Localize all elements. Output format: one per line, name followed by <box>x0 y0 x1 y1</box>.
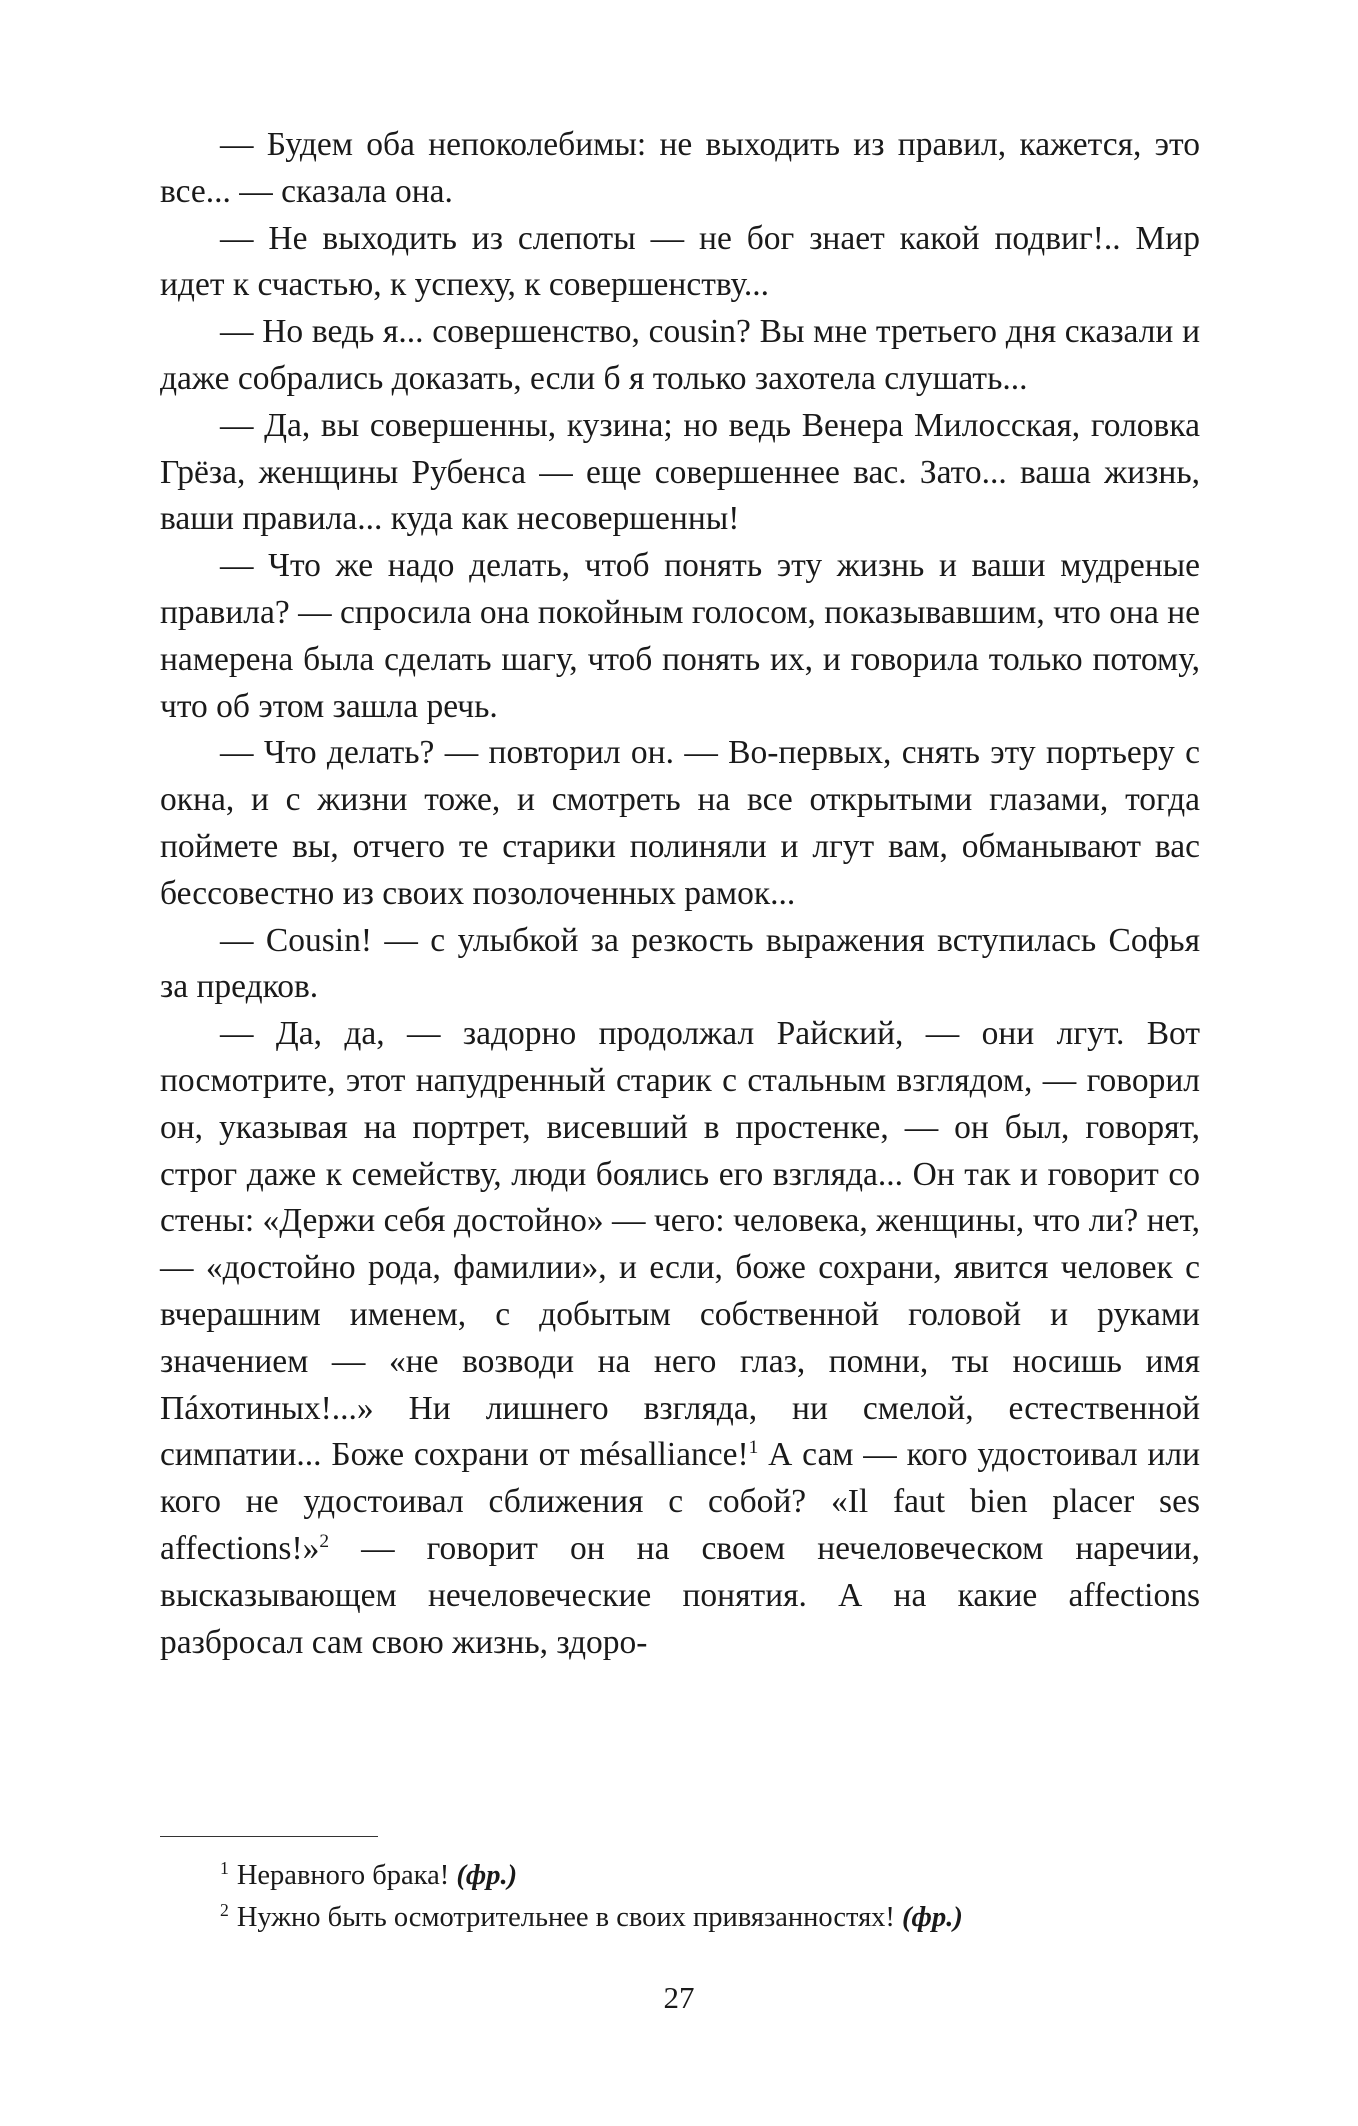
footnote-1 <box>160 1855 1200 1897</box>
footnote-marker: 2 <box>220 1899 229 1920</box>
footnote-text: Нужно быть осмотрительнее в своих привязанностях! <box>236 1902 903 1933</box>
footnote-marker: 1 <box>220 1857 229 1878</box>
paragraph-with-footnotes <box>160 1011 1200 1666</box>
paragraph: — Cousin! — с улыбкой за резкость выражения вступилась Софья за предков. <box>160 921 1200 1006</box>
footnote-divider <box>160 1836 378 1837</box>
paragraph: — Но ведь я... совершенство, cousin? Вы мне третьего дня сказали и даже собрались доказать, если б я только захотела слушать... <box>160 313 1200 397</box>
footnote-source: (фр.) <box>456 1860 518 1891</box>
footnotes <box>160 1855 1200 1939</box>
footnote-2 <box>160 1897 1200 1939</box>
paragraph-text: А сам — кого удостоивал или кого не удостоивал сближения с собой? «Il faut bien placer ses affections!» <box>160 1436 1200 1567</box>
footnote-ref-2: 2 <box>319 1530 330 1552</box>
paragraph: — Да, вы совершенны, кузина; но ведь Венера Милосская, головка Грёза, женщины Рубенса — еще совершеннее вас. Зато... ваша жизнь, ваши правила... куда как несовершенны! <box>160 406 1200 538</box>
footnote-source: (фр.) <box>902 1902 963 1933</box>
paragraph: — Будем оба непоколебимы: не выходить из правил, кажется, это все... — сказала она. <box>160 126 1200 210</box>
paragraph-text: — Да, да, — задорно продолжал Райский, — они лгут. Вот посмотрите, этот напудренный старик с стальным взглядом, — говорил он, указывая на портрет, висевший в простенке, — он был, говорят, строг даже к семейству, люди боялись его взгляда... Он так и говорит со стены: «Держи себя достойно» — чего: человека, женщины, что ли? нет, — «достойно рода, фамилии», и если, боже сохрани, явится человек с вчерашним именем, с добытым собственной головой и руками значением — «не возводи на него глаз, помни, ты носишь имя Пáхотиных!...» Ни лишнего взгляда, ни смелой, естественной симпатии... Боже сохрани от mésalliance! <box>160 1015 1200 1474</box>
paragraph: — Что же надо делать, чтоб понять эту жизнь и ваши мудреные правила? — спросила она покойным голосом, показывавшим, что она не намерена была сделать шагу, чтоб понять их, и говорила только потому, что об этом зашла речь. <box>160 547 1200 725</box>
paragraph: — Что делать? — повторил он. — Во-первых, снять эту портьеру с окна, и с жизни тоже, и смотреть на все открытыми глазами, тогда поймете вы, отчего те старики полиняли и лгут вам, обманывают вас бессовестно из своих позолоченных рамок... <box>160 734 1200 912</box>
book-page-body <box>160 122 1200 1666</box>
footnote-ref-1: 1 <box>748 1437 759 1459</box>
paragraph-text: — говорит он на своем нечеловеческом наречии, высказывающем нечеловеческие понятия. А на какие affections разбросал сам свою жизнь, здоро- <box>160 1529 1200 1661</box>
footnote-text: Неравного брака! <box>236 1860 457 1891</box>
paragraph: — Не выходить из слепоты — не бог знает какой подвиг!.. Мир идет к счастью, к успеху, к совершенству... <box>160 219 1200 304</box>
page-number: 27 <box>663 1980 695 2015</box>
